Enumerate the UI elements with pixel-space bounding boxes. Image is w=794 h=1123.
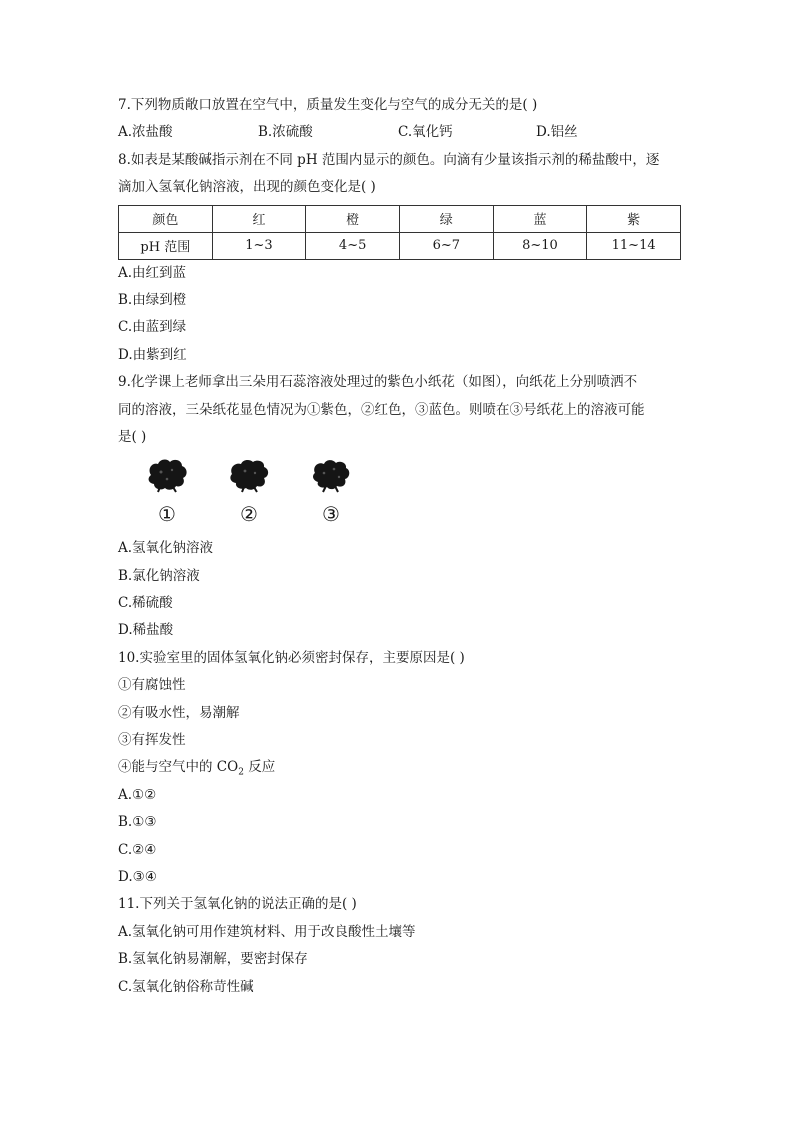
q10-option-d: D.③④ (118, 868, 157, 885)
paper-flower-2 (224, 453, 274, 525)
ph-color-table (118, 205, 681, 260)
table-cell: 8~10 (493, 232, 587, 259)
q8-option-b: B.由绿到橙 (118, 291, 187, 308)
paper-flower-1 (142, 453, 192, 525)
q10-item-1: ①有腐蚀性 (118, 677, 186, 694)
table-row (119, 205, 681, 232)
q10-item-4-prefix: ④能与空气中的 CO (118, 759, 239, 776)
q7-option-d: D.铝丝 (536, 124, 578, 141)
q9-stem-line2: 同的溶液，三朵纸花显色情况为①紫色，②红色，③蓝色。则喷在③号纸花上的溶液可能 (118, 401, 645, 418)
q10-option-c: C.②④ (118, 841, 157, 858)
table-cell: pH 范围 (119, 232, 213, 259)
table-cell: 红 (212, 205, 306, 232)
flower-label-3: ③ (322, 502, 340, 527)
q11-stem: 11.下列关于氢氧化钠的说法正确的是( ) (118, 896, 357, 913)
q7-option-a: A.浓盐酸 (118, 124, 173, 141)
paper-flower-3 (306, 453, 356, 525)
table-cell: 橙 (306, 205, 400, 232)
q9-option-d: D.稀盐酸 (118, 622, 174, 639)
q10-item-4-subscript: 2 (238, 768, 244, 779)
q10-item-4-suffix: 反应 (243, 759, 276, 776)
q9-stem-line3: 是( ) (118, 428, 147, 445)
q10-item-2: ②有吸水性，易潮解 (118, 704, 240, 721)
q10-item-3: ③有挥发性 (118, 732, 186, 749)
q10-stem: 10.实验室里的固体氢氧化钠必须密封保存，主要原因是( ) (118, 649, 465, 666)
q8-stem-line2: 滴加入氢氧化钠溶液，出现的颜色变化是( ) (118, 179, 376, 196)
q7-stem: 7.下列物质敞口放置在空气中，质量发生变化与空气的成分无关的是( ) (118, 97, 538, 113)
q10-item-4 (118, 754, 684, 781)
q9-option-c: C.稀硫酸 (118, 595, 173, 612)
table-cell: 6~7 (399, 232, 493, 259)
q9-option-b: B.氯化钠溶液 (118, 567, 200, 584)
q10-option-b: B.①③ (118, 814, 157, 831)
table-cell: 蓝 (493, 205, 587, 232)
table-cell: 紫 (587, 205, 681, 232)
flower-label-1: ① (158, 502, 176, 527)
q8-option-a: A.由红到蓝 (118, 264, 187, 281)
flower-icon (309, 457, 353, 493)
table-cell: 绿 (399, 205, 493, 232)
flower-label-2: ② (240, 502, 258, 527)
q11-option-b: B.氢氧化钠易潮解，要密封保存 (118, 951, 308, 968)
q9-option-a: A.氢氧化钠溶液 (118, 540, 214, 557)
flower-icon (145, 457, 189, 493)
q8-option-d: D.由紫到红 (118, 346, 187, 363)
q7-option-b: B.浓硫酸 (258, 124, 313, 141)
q9-stem-line1: 9.化学课上老师拿出三朵用石蕊溶液处理过的紫色小纸花（如图），向纸花上分别喷洒不 (118, 374, 638, 391)
q7-options (118, 119, 684, 146)
table-cell: 11~14 (587, 232, 681, 259)
q11-option-a: A.氢氧化钠可用作建筑材料、用于改良酸性土壤等 (118, 923, 416, 940)
flower-icon (227, 457, 271, 493)
q8-stem-line1: 8.如表是某酸碱指示剂在不同 pH 范围内显示的颜色。向滴有少量该指示剂的稀盐酸中，逐 (118, 151, 660, 168)
table-cell: 颜色 (119, 205, 213, 232)
exam-page (118, 92, 684, 1001)
q7-option-c: C.氧化钙 (398, 124, 453, 141)
q8-option-c: C.由蓝到绿 (118, 319, 187, 336)
q11-option-c: C.氢氧化钠俗称苛性碱 (118, 978, 254, 995)
paper-flowers-figure (118, 453, 684, 535)
table-cell: 1~3 (212, 232, 306, 259)
q10-option-a: A.①② (118, 786, 157, 803)
table-row (119, 232, 681, 259)
table-cell: 4~5 (306, 232, 400, 259)
